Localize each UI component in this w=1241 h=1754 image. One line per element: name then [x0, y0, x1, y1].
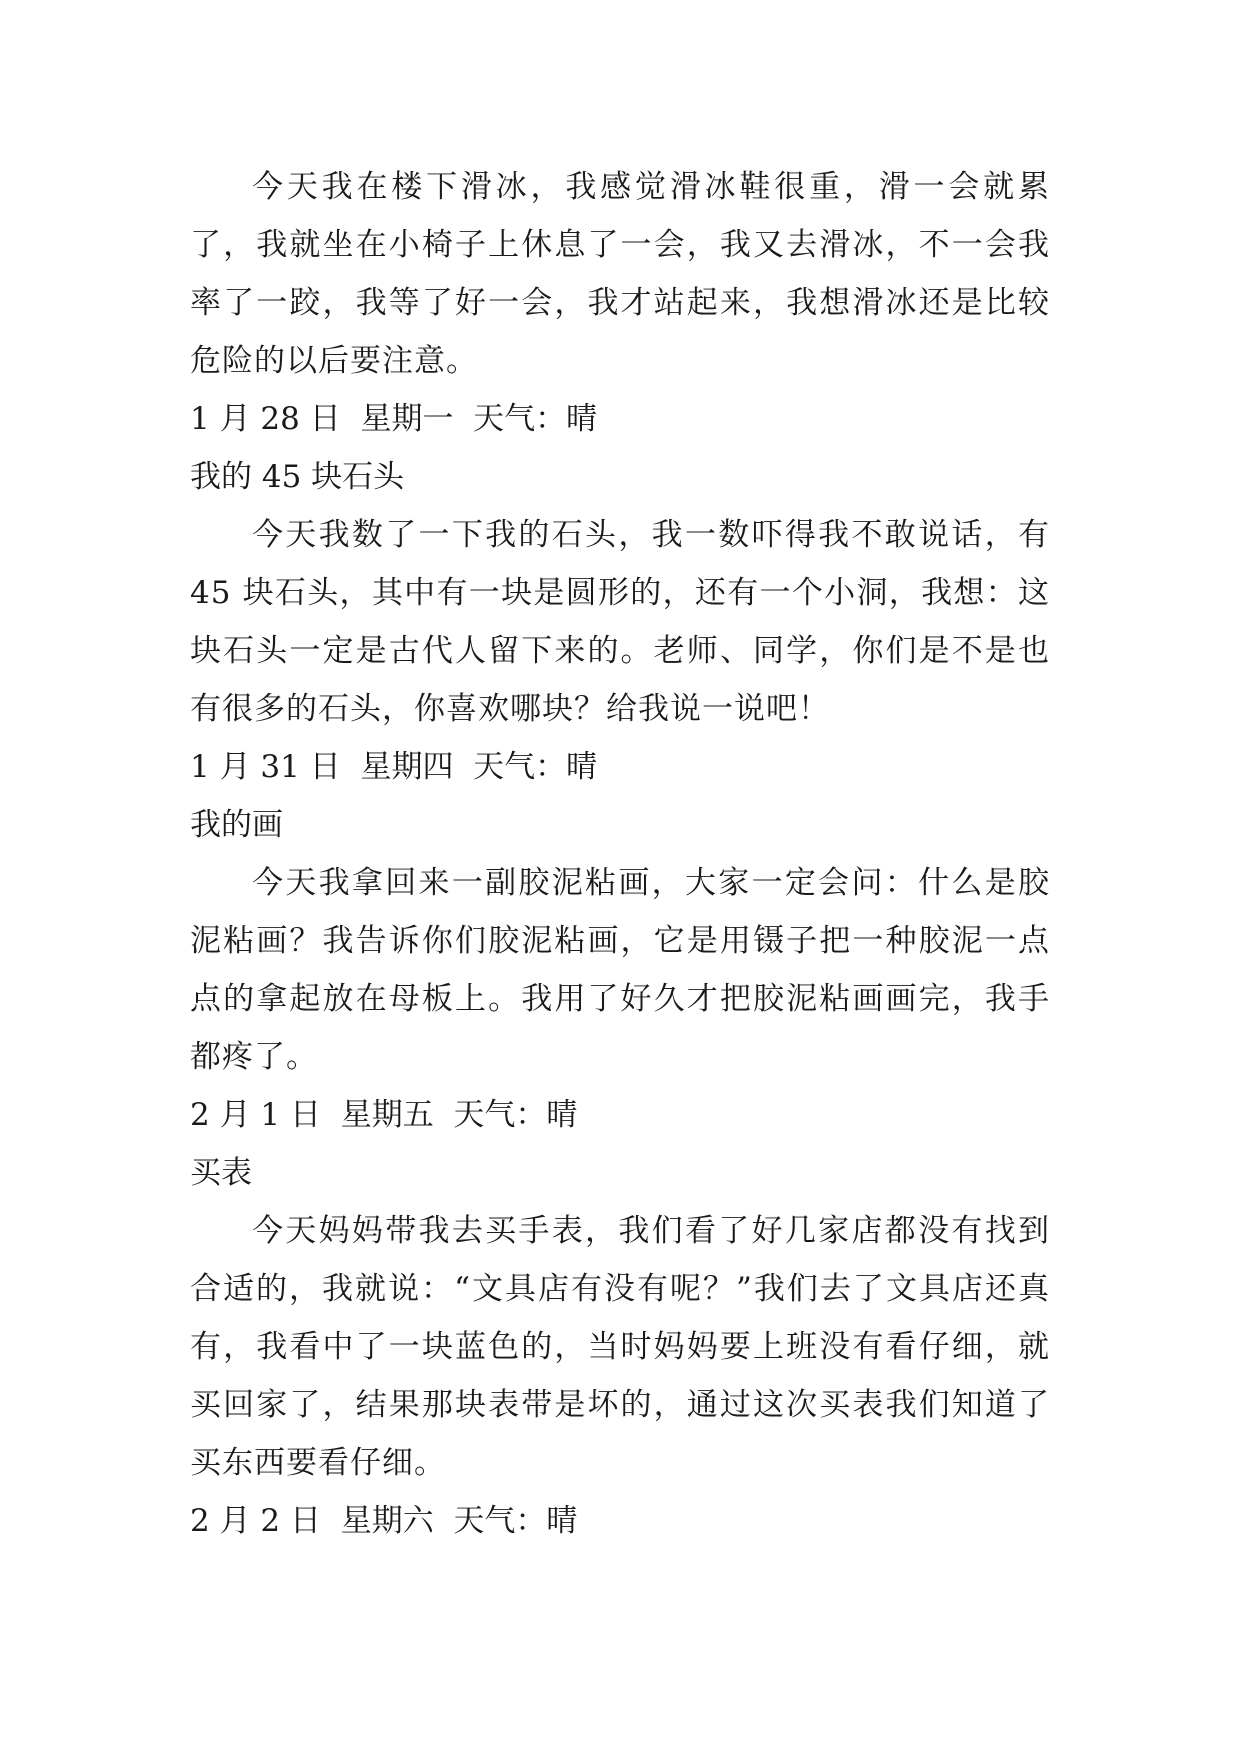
diary-date-jan-31: 1 月 31 日 星期四 天气：晴 — [190, 749, 598, 785]
diary-date-feb-2: 2 月 2 日 星期六 天气：晴 — [190, 1503, 578, 1539]
diary-title-stones: 我的 45 块石头 — [190, 459, 405, 495]
diary-title-painting: 我的画 — [190, 807, 283, 843]
diary-title-watch: 买表 — [190, 1155, 252, 1191]
paragraph-painting: 今天我拿回来一副胶泥粘画，大家一定会问：什么是胶泥粘画？我告诉你们胶泥粘画，它是用镊子把一种胶泥一点点的拿起放在母板上。我用了好久才把胶泥粘画画完，我手都疼了。 — [190, 865, 1050, 1075]
document-body — [190, 158, 1050, 1550]
paragraph-stones: 今天我数了一下我的石头，我一数吓得我不敢说话，有45 块石头，其中有一块是圆形的，还有一个小洞，我想：这块石头一定是古代人留下来的。老师、同学，你们是不是也有很多的石头，你喜欢哪块？给我说一说吧！ — [190, 517, 1050, 727]
paragraph-ice-skating: 今天我在楼下滑冰，我感觉滑冰鞋很重，滑一会就累了，我就坐在小椅子上休息了一会，我又去滑冰，不一会我率了一跤，我等了好一会，我才站起来，我想滑冰还是比较危险的以后要注意。 — [190, 169, 1050, 379]
diary-date-jan-28: 1 月 28 日 星期一 天气：晴 — [190, 401, 598, 437]
paragraph-watch: 今天妈妈带我去买手表，我们看了好几家店都没有找到合适的，我就说：“文具店有没有呢？”我们去了文具店还真有，我看中了一块蓝色的，当时妈妈要上班没有看仔细，就买回家了，结果那块表带是坏的，通过这次买表我们知道了买东西要看仔细。 — [190, 1213, 1050, 1481]
diary-date-feb-1: 2 月 1 日 星期五 天气：晴 — [190, 1097, 578, 1133]
